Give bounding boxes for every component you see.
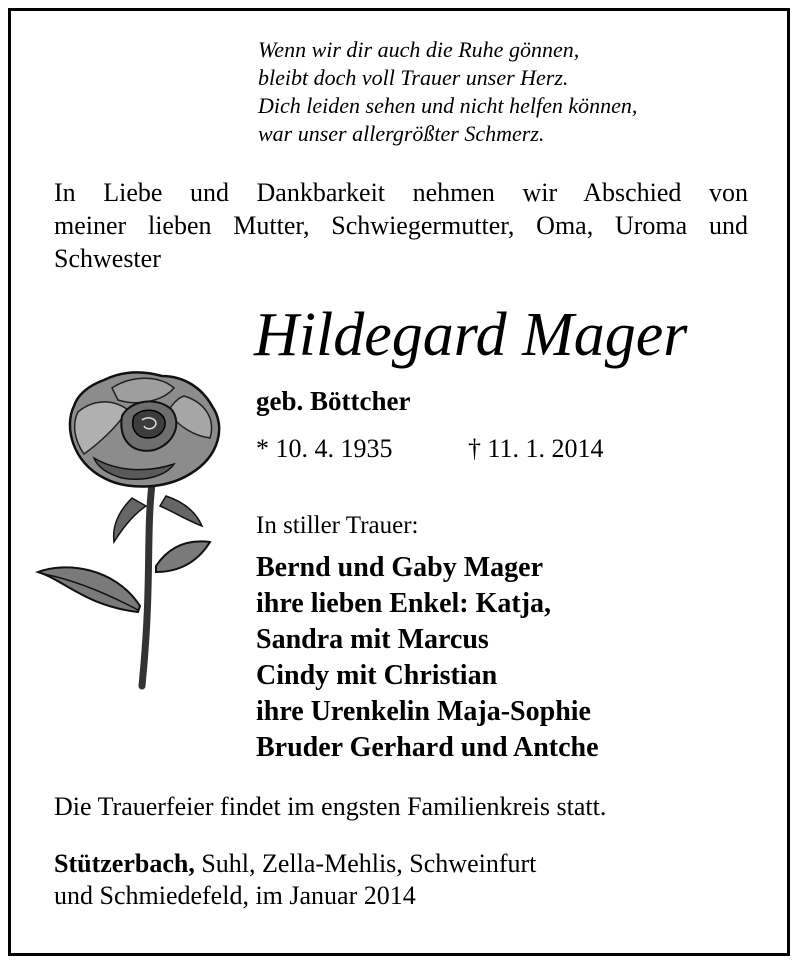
mourner-line: ihre Urenkelin Maja-Sophie xyxy=(256,696,591,727)
intro-line: meiner lieben Mutter, Schwiegermutter, Oma, Uroma und xyxy=(54,211,748,240)
place-main: Stützerbach, xyxy=(54,849,195,878)
poem-line: Wenn wir dir auch die Ruhe gönnen, xyxy=(258,37,580,62)
mourner-line: Sandra mit Marcus xyxy=(256,624,489,655)
intro-line: Schwester xyxy=(54,244,161,273)
mourner-line: Bernd und Gaby Mager xyxy=(256,552,544,583)
mourner-line: Cindy mit Christian xyxy=(256,660,498,691)
rose-icon xyxy=(34,366,234,696)
poem xyxy=(258,36,637,148)
birth-date: * 10. 4. 1935 xyxy=(256,434,393,463)
poem-line: bleibt doch voll Trauer unser Herz. xyxy=(258,65,569,90)
places-rest: Suhl, Zella-Mehlis, Schweinfurt xyxy=(194,849,537,878)
intro-text xyxy=(54,176,748,275)
places-date xyxy=(54,848,536,912)
mourners-list xyxy=(256,550,599,766)
life-dates xyxy=(256,432,604,466)
intro-line: In Liebe und Dankbarkeit nehmen wir Abschied von xyxy=(54,178,748,207)
birth-name: geb. Böttcher xyxy=(256,386,411,416)
mourner-line: ihre lieben Enkel: Katja, xyxy=(256,588,552,619)
poem-line: war unser allergrößter Schmerz. xyxy=(258,121,545,146)
mourning-intro: In stiller Trauer: xyxy=(256,512,419,539)
poem-line: Dich leiden sehen und nicht helfen können, xyxy=(258,93,638,118)
places-line-2: und Schmiedefeld, im Januar 2014 xyxy=(54,881,416,910)
deceased-name: Hildegard Mager xyxy=(254,301,688,369)
service-note: Die Trauerfeier findet im engsten Familienkreis statt. xyxy=(54,792,607,821)
places-line-1 xyxy=(54,848,536,880)
death-date: † 11. 1. 2014 xyxy=(468,434,604,463)
mourner-line: Bruder Gerhard und Antche xyxy=(256,732,599,763)
